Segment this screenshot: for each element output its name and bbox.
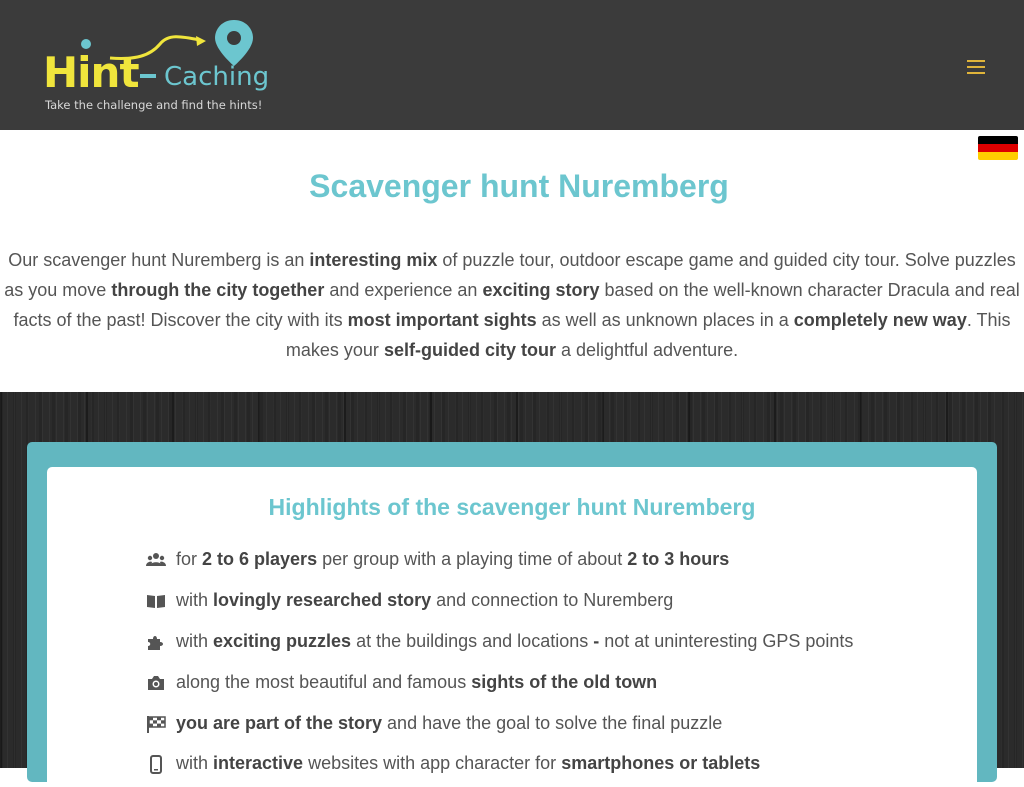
text-run: with — [176, 590, 214, 610]
text-run: for — [176, 549, 203, 569]
text-run: and experience an — [324, 280, 483, 300]
bold-text: 2 to 3 hours — [627, 549, 730, 569]
text-run: and connection to Nuremberg — [431, 590, 674, 610]
logo-word-hint: Hint — [43, 48, 139, 97]
text-run: . This makes your — [285, 310, 1011, 360]
bold-text: exciting story — [482, 280, 600, 300]
checkered-flag-icon — [146, 714, 166, 734]
bold-text: self-guided city tour — [383, 340, 556, 360]
logo-tagline: Take the challenge and find the hints! — [45, 98, 263, 112]
highlight-item-players — [146, 546, 966, 574]
puzzle-icon — [146, 632, 166, 652]
highlight-item-puzzles — [146, 628, 966, 656]
highlight-item-story — [146, 587, 966, 615]
text-run: along the most beautiful and famous — [176, 672, 472, 692]
language-flag-germany-icon[interactable] — [978, 136, 1018, 160]
text-run: and have the goal to solve the final puzzle — [382, 713, 723, 733]
text-run: at the buildings and locations — [351, 631, 594, 651]
intro-paragraph — [0, 245, 1024, 365]
bold-text: completely new way — [793, 310, 967, 330]
highlight-item-devices — [146, 750, 966, 778]
book-icon — [146, 591, 166, 611]
text-run: not at uninteresting GPS points — [599, 631, 854, 651]
bold-text: lovingly researched story — [213, 590, 432, 610]
bold-text: sights of the old town — [471, 672, 658, 692]
bold-text: through the city together — [111, 280, 325, 300]
text-run: as well as unknown places in a — [536, 310, 794, 330]
highlight-text — [176, 672, 657, 693]
logo-word-caching: Caching — [164, 62, 270, 92]
bold-text: you are part of the story — [176, 713, 383, 733]
text-run: based on the well-known character Dracula and real facts of the past! Discover the city with its — [13, 280, 1020, 330]
smartphone-icon — [146, 754, 166, 774]
highlight-text — [176, 549, 729, 570]
users-icon — [146, 550, 166, 570]
bold-text: exciting puzzles — [213, 631, 352, 651]
highlight-text — [176, 713, 722, 734]
bold-text: interesting mix — [309, 250, 438, 270]
text-run: websites with app character for — [303, 753, 562, 773]
bold-text: interactive — [213, 753, 304, 773]
text-run: Our scavenger hunt Nuremberg is an — [8, 250, 310, 270]
highlight-text — [176, 631, 853, 652]
highlights-title: Highlights of the scavenger hunt Nuremberg — [268, 494, 756, 520]
bold-text: - — [593, 631, 600, 651]
site-logo[interactable] — [40, 16, 280, 116]
highlight-text — [176, 590, 673, 611]
text-run: of puzzle tour, outdoor escape game and guided city tour. Solve puzzles as you move — [4, 250, 1016, 300]
site-header — [0, 0, 1024, 130]
text-run: with — [176, 753, 214, 773]
page-title: Scavenger hunt Nuremberg — [309, 168, 729, 204]
bold-text: smartphones or tablets — [561, 753, 761, 773]
highlight-text — [176, 753, 760, 774]
bold-text: 2 to 6 players — [202, 549, 318, 569]
highlight-item-sights — [146, 669, 966, 697]
text-run: with — [176, 631, 214, 651]
text-run: per group with a playing time of about — [317, 549, 628, 569]
highlight-item-story-goal — [146, 710, 966, 738]
text-run: a delightful adventure. — [555, 340, 739, 360]
bold-text: most important sights — [347, 310, 537, 330]
hamburger-menu-icon[interactable] — [967, 60, 985, 74]
camera-icon — [146, 673, 166, 693]
